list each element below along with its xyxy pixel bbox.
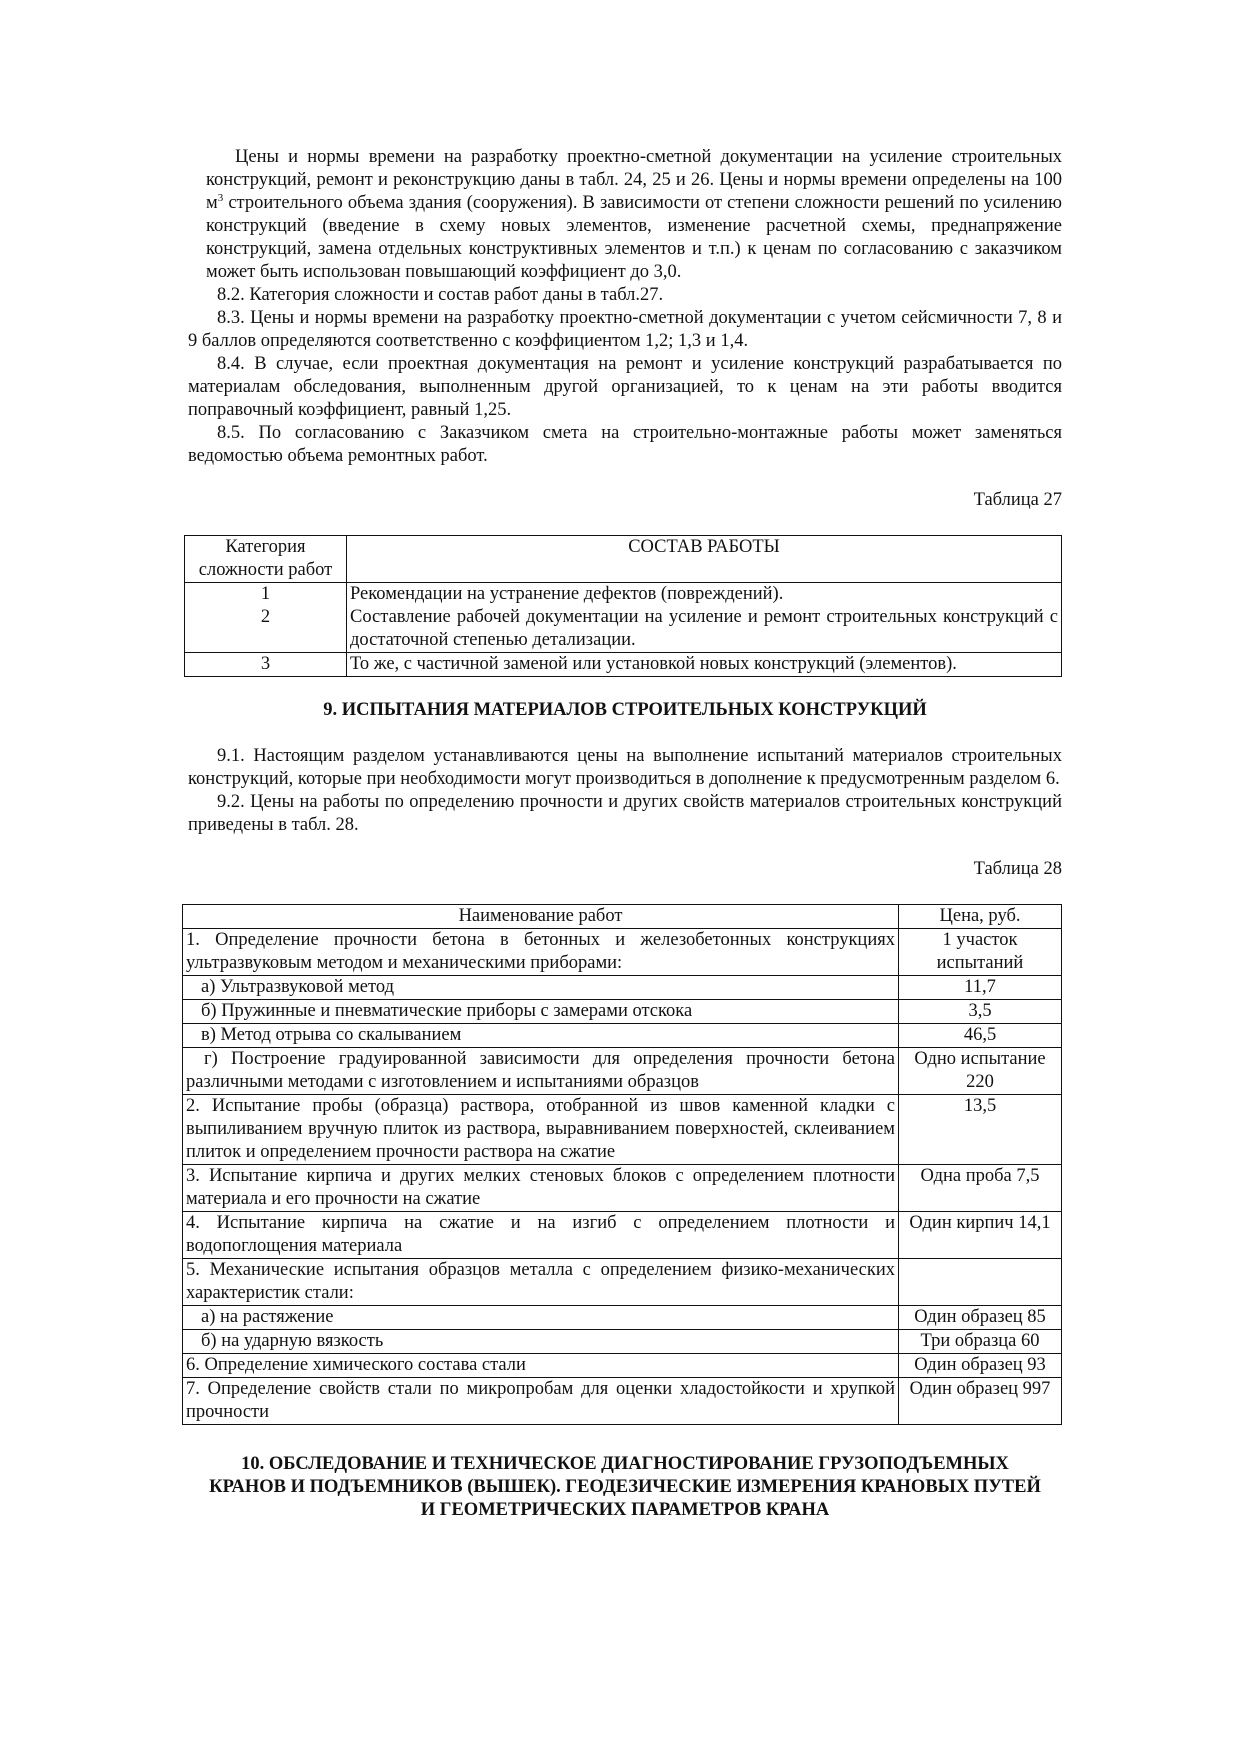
section9-title: 9. ИСПЫТАНИЯ МАТЕРИАЛОВ СТРОИТЕЛЬНЫХ КОНСТРУКЦИЙ [323, 700, 927, 720]
work-name-cell: 2. Испытание пробы (образца) раствора, отобранной из швов каменной кладки с выпиливанием вручную плиток из раствора, выравниванием поверхностей, склеиванием плиток и определением прочности раствора на сжатие [183, 1095, 899, 1165]
work-name-cell: в) Метод отрыва со скалыванием [183, 1024, 899, 1048]
table27-header-category: Категория сложности работ [185, 536, 347, 583]
table27-caption: Таблица 27 [973, 490, 1062, 510]
table-row [185, 653, 1062, 677]
table27-header-row [185, 536, 1062, 583]
category-2: 2 [260, 607, 271, 627]
price-cell: Один образец 997 [899, 1378, 1062, 1425]
work-name-cell: 1. Определение прочности бетона в бетонных и железобетонных конструкциях ультразвуковым методом и механическими приборами: [183, 929, 899, 976]
price-cell: Три образца 60 [899, 1330, 1062, 1354]
table-row [185, 583, 1062, 653]
table-row [183, 1330, 1062, 1354]
superscript-3: 3 [217, 191, 224, 204]
work-name-cell: 5. Механические испытания образцов металла с определением физико-механических характеристик стали: [183, 1259, 899, 1306]
work-name-cell: а) на растяжение [183, 1306, 899, 1330]
price-cell: Один образец 93 [899, 1354, 1062, 1378]
work-name-cell: а) Ультразвуковой метод [183, 976, 899, 1000]
price-cell: Одно испытание 220 [899, 1048, 1062, 1095]
table-row [183, 1000, 1062, 1024]
table-row [183, 1165, 1062, 1212]
price-cell: Одна проба 7,5 [899, 1165, 1062, 1212]
document-page [188, 146, 1062, 1522]
price-cell: 11,7 [899, 976, 1062, 1000]
table-row [183, 976, 1062, 1000]
price-cell: Один кирпич 14,1 [899, 1212, 1062, 1259]
work-name-cell: 7. Определение свойств стали по микропробам для оценки хладостойкости и хрупкой прочности [183, 1378, 899, 1425]
table-28 [182, 904, 1062, 1425]
price-cell: 46,5 [899, 1024, 1062, 1048]
work-name-cell: 4. Испытание кирпича на сжатие и на изгиб с определением плотности и водопоглощения материала [183, 1212, 899, 1259]
table-row [183, 1024, 1062, 1048]
work-name-cell: г) Построение градуированной зависимости для определения прочности бетона различными методами с изготовлением и испытаниями образцов [183, 1048, 899, 1095]
work-3: То же, с частичной заменой или установкой новых конструкций (элементов). [347, 653, 1062, 677]
table27-work-cell [347, 583, 1062, 653]
price-cell [899, 1259, 1062, 1306]
table-row [183, 1378, 1062, 1425]
table-row [183, 1354, 1062, 1378]
price-cell: 1 участок испытаний [899, 929, 1062, 976]
paragraph-8-4: 8.4. В случае, если проектная документация на ремонт и усиление конструкций разрабатывается по материалам обследования, выполненным другой организацией, то к ценам на эти работы вводится поправочный коэффициент, равный 1,25. [188, 354, 1062, 420]
paragraph-9-2: 9.2. Цены на работы по определению прочности и других свойств материалов строительных конструкций приведены в табл. 28. [188, 792, 1062, 835]
paragraph-9-1: 9.1. Настоящим разделом устанавливаются цены на выполнение испытаний материалов строительных конструкций, которые при необходимости могут производиться в дополнение к предусмотренным разделом 6. [188, 746, 1062, 789]
category-3: 3 [185, 653, 347, 677]
table-row [183, 1306, 1062, 1330]
section10-title: 10. ОБСЛЕДОВАНИЕ И ТЕХНИЧЕСКОЕ ДИАГНОСТИРОВАНИЕ ГРУЗОПОДЪЕМНЫХ КРАНОВ И ПОДЪЕМНИКОВ (ВЫШЕК). ГЕОДЕЗИЧЕСКИЕ ИЗМЕРЕНИЯ КРАНОВЫХ ПУТЕЙ И ГЕОМЕТРИЧЕСКИХ ПАРАМЕТРОВ КРАНА [209, 1454, 1041, 1520]
table28-caption: Таблица 28 [973, 859, 1062, 879]
table-27 [184, 535, 1062, 677]
paragraph-8-5: 8.5. По согласованию с Заказчиком смета на строительно-монтажные работы может заменяться ведомостью объема ремонтных работ. [188, 423, 1062, 466]
table-row [183, 1259, 1062, 1306]
work-name-cell: б) на ударную вязкость [183, 1330, 899, 1354]
table27-header-work: СОСТАВ РАБОТЫ [347, 536, 1062, 583]
price-cell: 13,5 [899, 1095, 1062, 1165]
paragraph-8-2: 8.2. Категория сложности и состав работ даны в табл.27. [217, 285, 664, 305]
table-row [183, 929, 1062, 976]
category-1: 1 [260, 584, 271, 604]
table28-header-name: Наименование работ [183, 905, 899, 929]
paragraph-8-3: 8.3. Цены и нормы времени на разработку проектно-сметной документации с учетом сейсмичности 7, 8 и 9 баллов определяются соответственно с коэффициентом 1,2; 1,3 и 1,4. [188, 308, 1062, 351]
price-cell: 3,5 [899, 1000, 1062, 1024]
intro-text-part2: строительного объема здания (сооружения). В зависимости от степени сложности решений по усилению конструкций (введение в схему новых элементов, изменение расчетной схемы, преднапряжение конструкций, замена отдельных конструктивных элементов и т.п.) к ценам по согласованию с заказчиком может быть использован повышающий коэффициент до 3,0. [206, 193, 1062, 282]
intro-paragraph [188, 146, 1062, 284]
table28-header-row [183, 905, 1062, 929]
work-name-cell: 6. Определение химического состава стали [183, 1354, 899, 1378]
table-row [183, 1048, 1062, 1095]
price-cell: Один образец 85 [899, 1306, 1062, 1330]
work-1: Рекомендации на устранение дефектов (повреждений). [350, 584, 784, 604]
work-2: Составление рабочей документации на усиление и ремонт строительных конструкций с достаточной степенью детализации. [350, 607, 1058, 650]
work-name-cell: 3. Испытание кирпича и других мелких стеновых блоков с определением плотности материала и его прочности на сжатие [183, 1165, 899, 1212]
table-row [183, 1212, 1062, 1259]
work-name-cell: б) Пружинные и пневматические приборы с замерами отскока [183, 1000, 899, 1024]
table28-header-price: Цена, руб. [899, 905, 1062, 929]
table27-category-cell [185, 583, 347, 653]
intro-text-part1: Цены и нормы времени на разработку проектно-сметной документации на усиление строительных конструкций, ремонт и реконструкцию даны в табл. 24, 25 и 26. Цены и нормы времени определены на 100 м [206, 147, 1062, 213]
table-row [183, 1095, 1062, 1165]
